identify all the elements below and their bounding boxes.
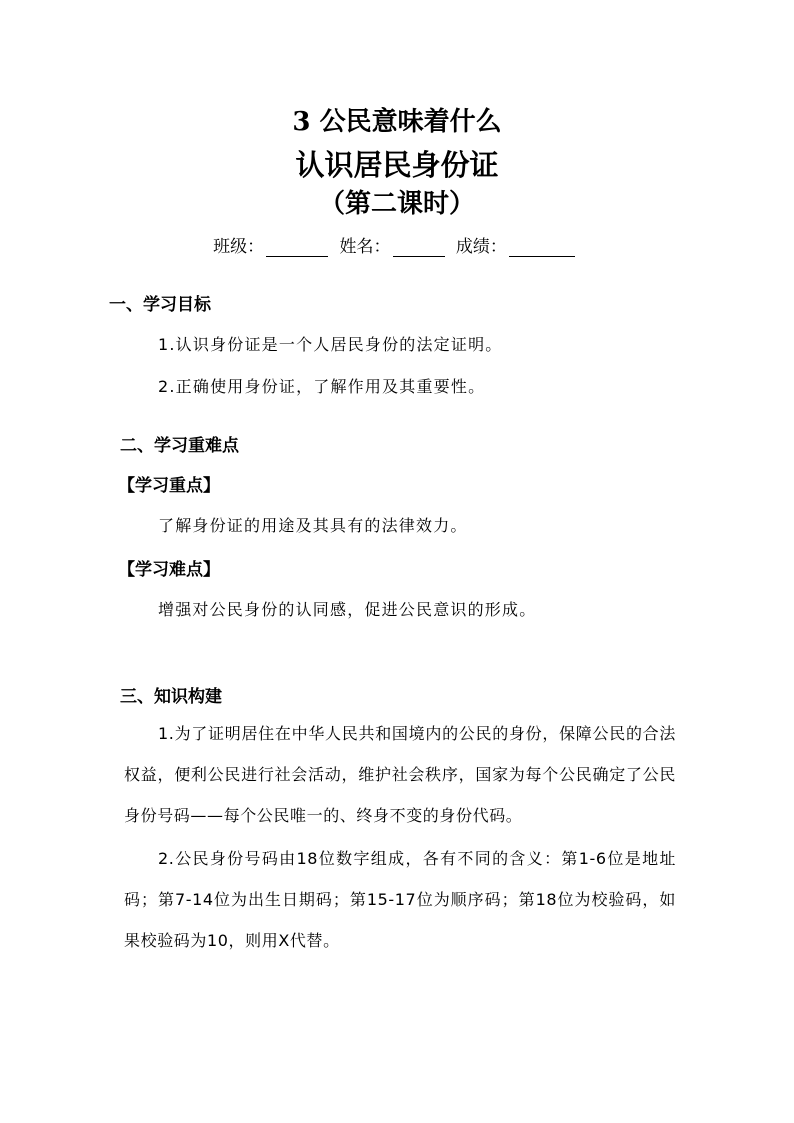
section-heading-knowledge: 三、知识构建 <box>120 687 222 707</box>
section-heading-goals: 一、学习目标 <box>109 295 211 315</box>
section-heading-focus: 二、学习重难点 <box>120 436 239 456</box>
class-label: 班级： <box>213 237 265 257</box>
goal-item-2: 2.正确使用身份证，了解作用及其重要性。 <box>158 377 486 396</box>
lesson-subtitle: 认识居民身份证 <box>295 148 499 182</box>
key-point-text: 了解身份证的用途及其具有的法律效力。 <box>158 516 468 535</box>
knowledge-paragraph-1 <box>124 713 676 836</box>
lesson-period: （第二课时） <box>318 189 475 219</box>
knowledge-paragraph-1-text: 1.为了证明居住在中华人民共和国境内的公民的身份，保障公民的合法权益，便利公民进行社会活动，维护社会秩序，国家为每个公民确定了公民身份号码——每个公民唯一的、终身不变的身份代码。 <box>124 724 676 825</box>
score-blank[interactable] <box>509 239 575 257</box>
score-label: 成绩： <box>455 237 507 257</box>
lesson-title: 3 公民意味着什么 <box>292 107 502 137</box>
key-point-label: 【学习重点】 <box>118 476 220 496</box>
knowledge-paragraph-2-text: 2.公民身份号码由18位数字组成，各有不同的含义：第1-6位是地址码；第7-14位为出生日期码；第15-17位为顺序码；第18位为校验码，如果校验码为10，则用X代替。 <box>124 849 676 950</box>
student-info-row <box>0 232 794 257</box>
difficult-point-text: 增强对公民身份的认同感，促进公民意识的形成。 <box>158 600 537 619</box>
name-label: 姓名： <box>339 237 391 257</box>
class-blank[interactable] <box>266 239 328 257</box>
knowledge-paragraph-2 <box>124 838 676 961</box>
name-blank[interactable] <box>393 239 445 257</box>
difficult-point-label: 【学习难点】 <box>118 560 220 580</box>
goal-item-1: 1.认识身份证是一个人居民身份的法定证明。 <box>158 335 503 354</box>
